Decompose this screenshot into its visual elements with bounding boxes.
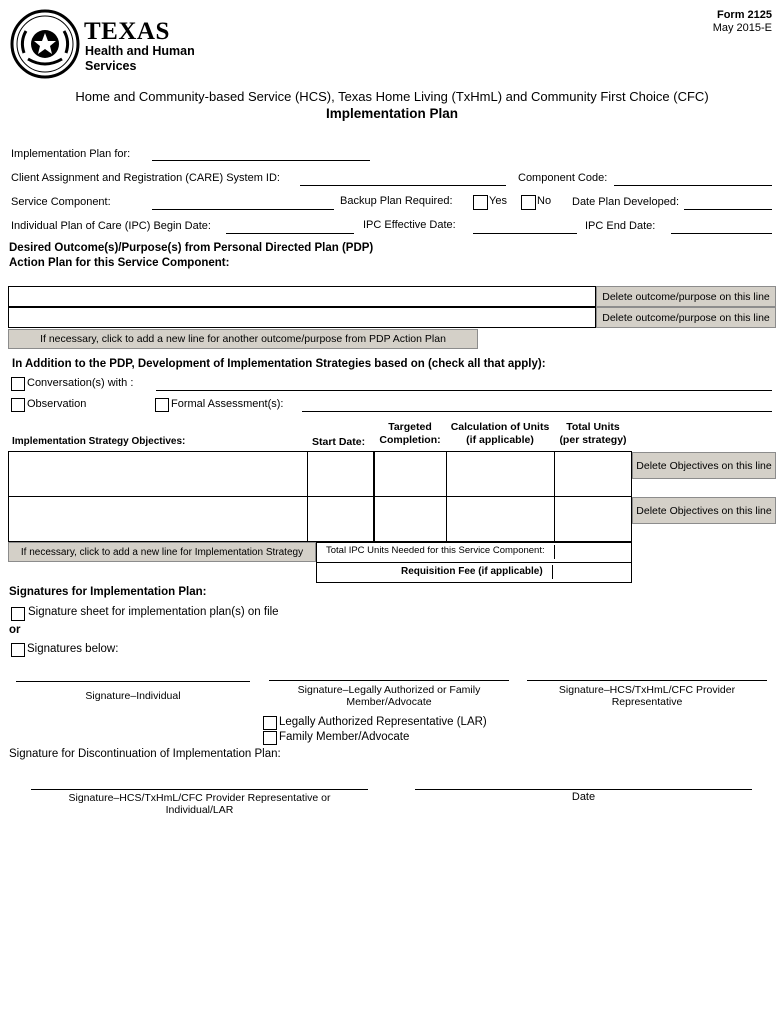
care-id-field[interactable] (300, 185, 506, 186)
total-ipc-units-label: Total IPC Units Needed for this Service Component: (326, 545, 545, 556)
add-strategy-button[interactable]: If necessary, click to add a new line for Implementation Strategy (8, 542, 316, 562)
form-number: Form 2125 (716, 9, 772, 21)
provider-signature-line[interactable] (527, 680, 767, 681)
texas-hhs-logo (10, 8, 195, 80)
lar-option-label: Legally Authorized Representative (LAR) (279, 716, 487, 728)
lar-option-checkbox[interactable] (263, 716, 277, 730)
formal-assessment-label: Formal Assessment(s): (171, 398, 284, 410)
col-calc-header-2: (if applicable) (466, 434, 534, 446)
family-option-label: Family Member/Advocate (279, 731, 410, 743)
total-ipc-units-input[interactable] (554, 545, 555, 559)
backup-yes-label: Yes (489, 195, 507, 207)
agency-subtitle-1: Health and Human (85, 44, 195, 58)
signature-sheet-checkbox[interactable] (11, 607, 25, 621)
add-outcome-button[interactable]: If necessary, click to add a new line for another outcome/purpose from PDP Action Plan (8, 329, 478, 349)
discontinuation-signature-label-1: Signature–HCS/TxHmL/CFC Provider Representative or (68, 792, 331, 804)
date-developed-label: Date Plan Developed: (572, 196, 680, 208)
ipc-end-field[interactable] (671, 233, 772, 234)
individual-signature-label: Signature–Individual (85, 690, 181, 702)
signatures-below-checkbox[interactable] (11, 643, 25, 657)
col-start-header: Start Date: (312, 436, 366, 448)
requisition-fee-label: Requisition Fee (if applicable) (401, 566, 543, 577)
observation-label: Observation (27, 398, 87, 410)
component-code-field[interactable] (614, 185, 772, 186)
formal-assessment-checkbox[interactable] (155, 398, 169, 412)
plan-for-field[interactable] (152, 160, 370, 161)
col-total-header-1: Total Units (566, 421, 620, 433)
outcome-input-1[interactable] (8, 286, 596, 307)
care-id-label: Client Assignment and Registration (CARE) System ID: (11, 172, 280, 184)
backup-plan-label: Backup Plan Required: (340, 195, 453, 207)
backup-no-label: No (537, 195, 552, 207)
conversation-field[interactable] (156, 390, 772, 391)
ipc-begin-label: Individual Plan of Care (IPC) Begin Date: (11, 220, 211, 232)
form-title: Implementation Plan (325, 106, 459, 121)
discontinuation-signature-line[interactable] (31, 789, 368, 790)
discontinuation-label: Signature for Discontinuation of Implementation Plan: (9, 748, 281, 760)
col-calc-header-1: Calculation of Units (450, 421, 550, 433)
date-developed-field[interactable] (684, 209, 772, 210)
form-date: May 2015-E (712, 22, 772, 34)
signature-sheet-label: Signature sheet for implementation plan(s) on file (28, 606, 279, 618)
col-targeted-header-1: Targeted (388, 421, 432, 433)
strategy-targeted-2[interactable] (373, 496, 447, 542)
ipc-end-label: IPC End Date: (585, 220, 656, 232)
strategy-total-2[interactable] (554, 496, 632, 542)
outcomes-heading-2: Action Plan for this Service Component: (9, 257, 230, 269)
texas-seal-icon (10, 9, 80, 79)
or-label: or (9, 624, 21, 636)
service-component-label: Service Component: (11, 196, 111, 208)
discontinuation-date-label: Date (571, 791, 596, 803)
col-total-header-2: (per strategy) (559, 434, 627, 446)
individual-signature-line[interactable] (16, 681, 250, 682)
plan-for-label: Implementation Plan for: (11, 148, 131, 160)
agency-subtitle-2: Services (85, 59, 137, 73)
strategy-start-2[interactable] (307, 496, 374, 542)
delete-outcome-button-1[interactable]: Delete outcome/purpose on this line (596, 286, 776, 307)
strategy-calc-1[interactable] (446, 451, 555, 497)
provider-signature-label-2: Representative (611, 696, 683, 708)
ipc-begin-field[interactable] (226, 233, 354, 234)
discontinuation-date-line[interactable] (415, 789, 752, 790)
strategy-objective-1[interactable] (8, 451, 308, 497)
col-targeted-header-2: Completion: (379, 434, 441, 446)
family-option-checkbox[interactable] (263, 731, 277, 745)
strategy-calc-2[interactable] (446, 496, 555, 542)
provider-signature-label-1: Signature–HCS/TxHmL/CFC Provider (558, 684, 736, 696)
outcome-input-2[interactable] (8, 307, 596, 328)
formal-assessment-field[interactable] (302, 411, 772, 412)
strategies-heading: In Addition to the PDP, Development of Implementation Strategies based on (check all that apply): (12, 358, 546, 370)
backup-yes-checkbox[interactable] (473, 195, 488, 210)
strategy-total-1[interactable] (554, 451, 632, 497)
col-objectives-header: Implementation Strategy Objectives: (12, 436, 186, 447)
agency-name: TEXAS (84, 18, 170, 45)
lar-signature-label-1: Signature–Legally Authorized or Family (297, 684, 481, 696)
component-code-label: Component Code: (518, 172, 608, 184)
strategy-start-1[interactable] (307, 451, 374, 497)
delete-outcome-button-2[interactable]: Delete outcome/purpose on this line (596, 307, 776, 328)
conversation-label: Conversation(s) with : (27, 377, 134, 389)
signatures-heading: Signatures for Implementation Plan: (9, 586, 207, 598)
strategy-objective-2[interactable] (8, 496, 308, 542)
delete-objective-button-2[interactable]: Delete Objectives on this line (632, 497, 776, 524)
conversation-checkbox[interactable] (11, 377, 25, 391)
signatures-below-label: Signatures below: (27, 643, 119, 655)
program-title: Home and Community-based Service (HCS), Texas Home Living (TxHmL) and Community First Choice (CFC) (75, 89, 709, 104)
requisition-fee-input[interactable] (552, 565, 553, 579)
observation-checkbox[interactable] (11, 398, 25, 412)
lar-signature-label-2: Member/Advocate (346, 696, 432, 708)
discontinuation-signature-label-2: Individual/LAR (165, 804, 234, 816)
ipc-effective-label: IPC Effective Date: (363, 219, 456, 231)
ipc-effective-field[interactable] (473, 233, 577, 234)
outcomes-heading-1: Desired Outcome(s)/Purpose(s) from Personal Directed Plan (PDP) (9, 242, 374, 254)
lar-signature-line[interactable] (269, 680, 509, 681)
backup-no-checkbox[interactable] (521, 195, 536, 210)
strategy-targeted-1[interactable] (373, 451, 447, 497)
delete-objective-button-1[interactable]: Delete Objectives on this line (632, 452, 776, 479)
service-component-field[interactable] (152, 209, 334, 210)
